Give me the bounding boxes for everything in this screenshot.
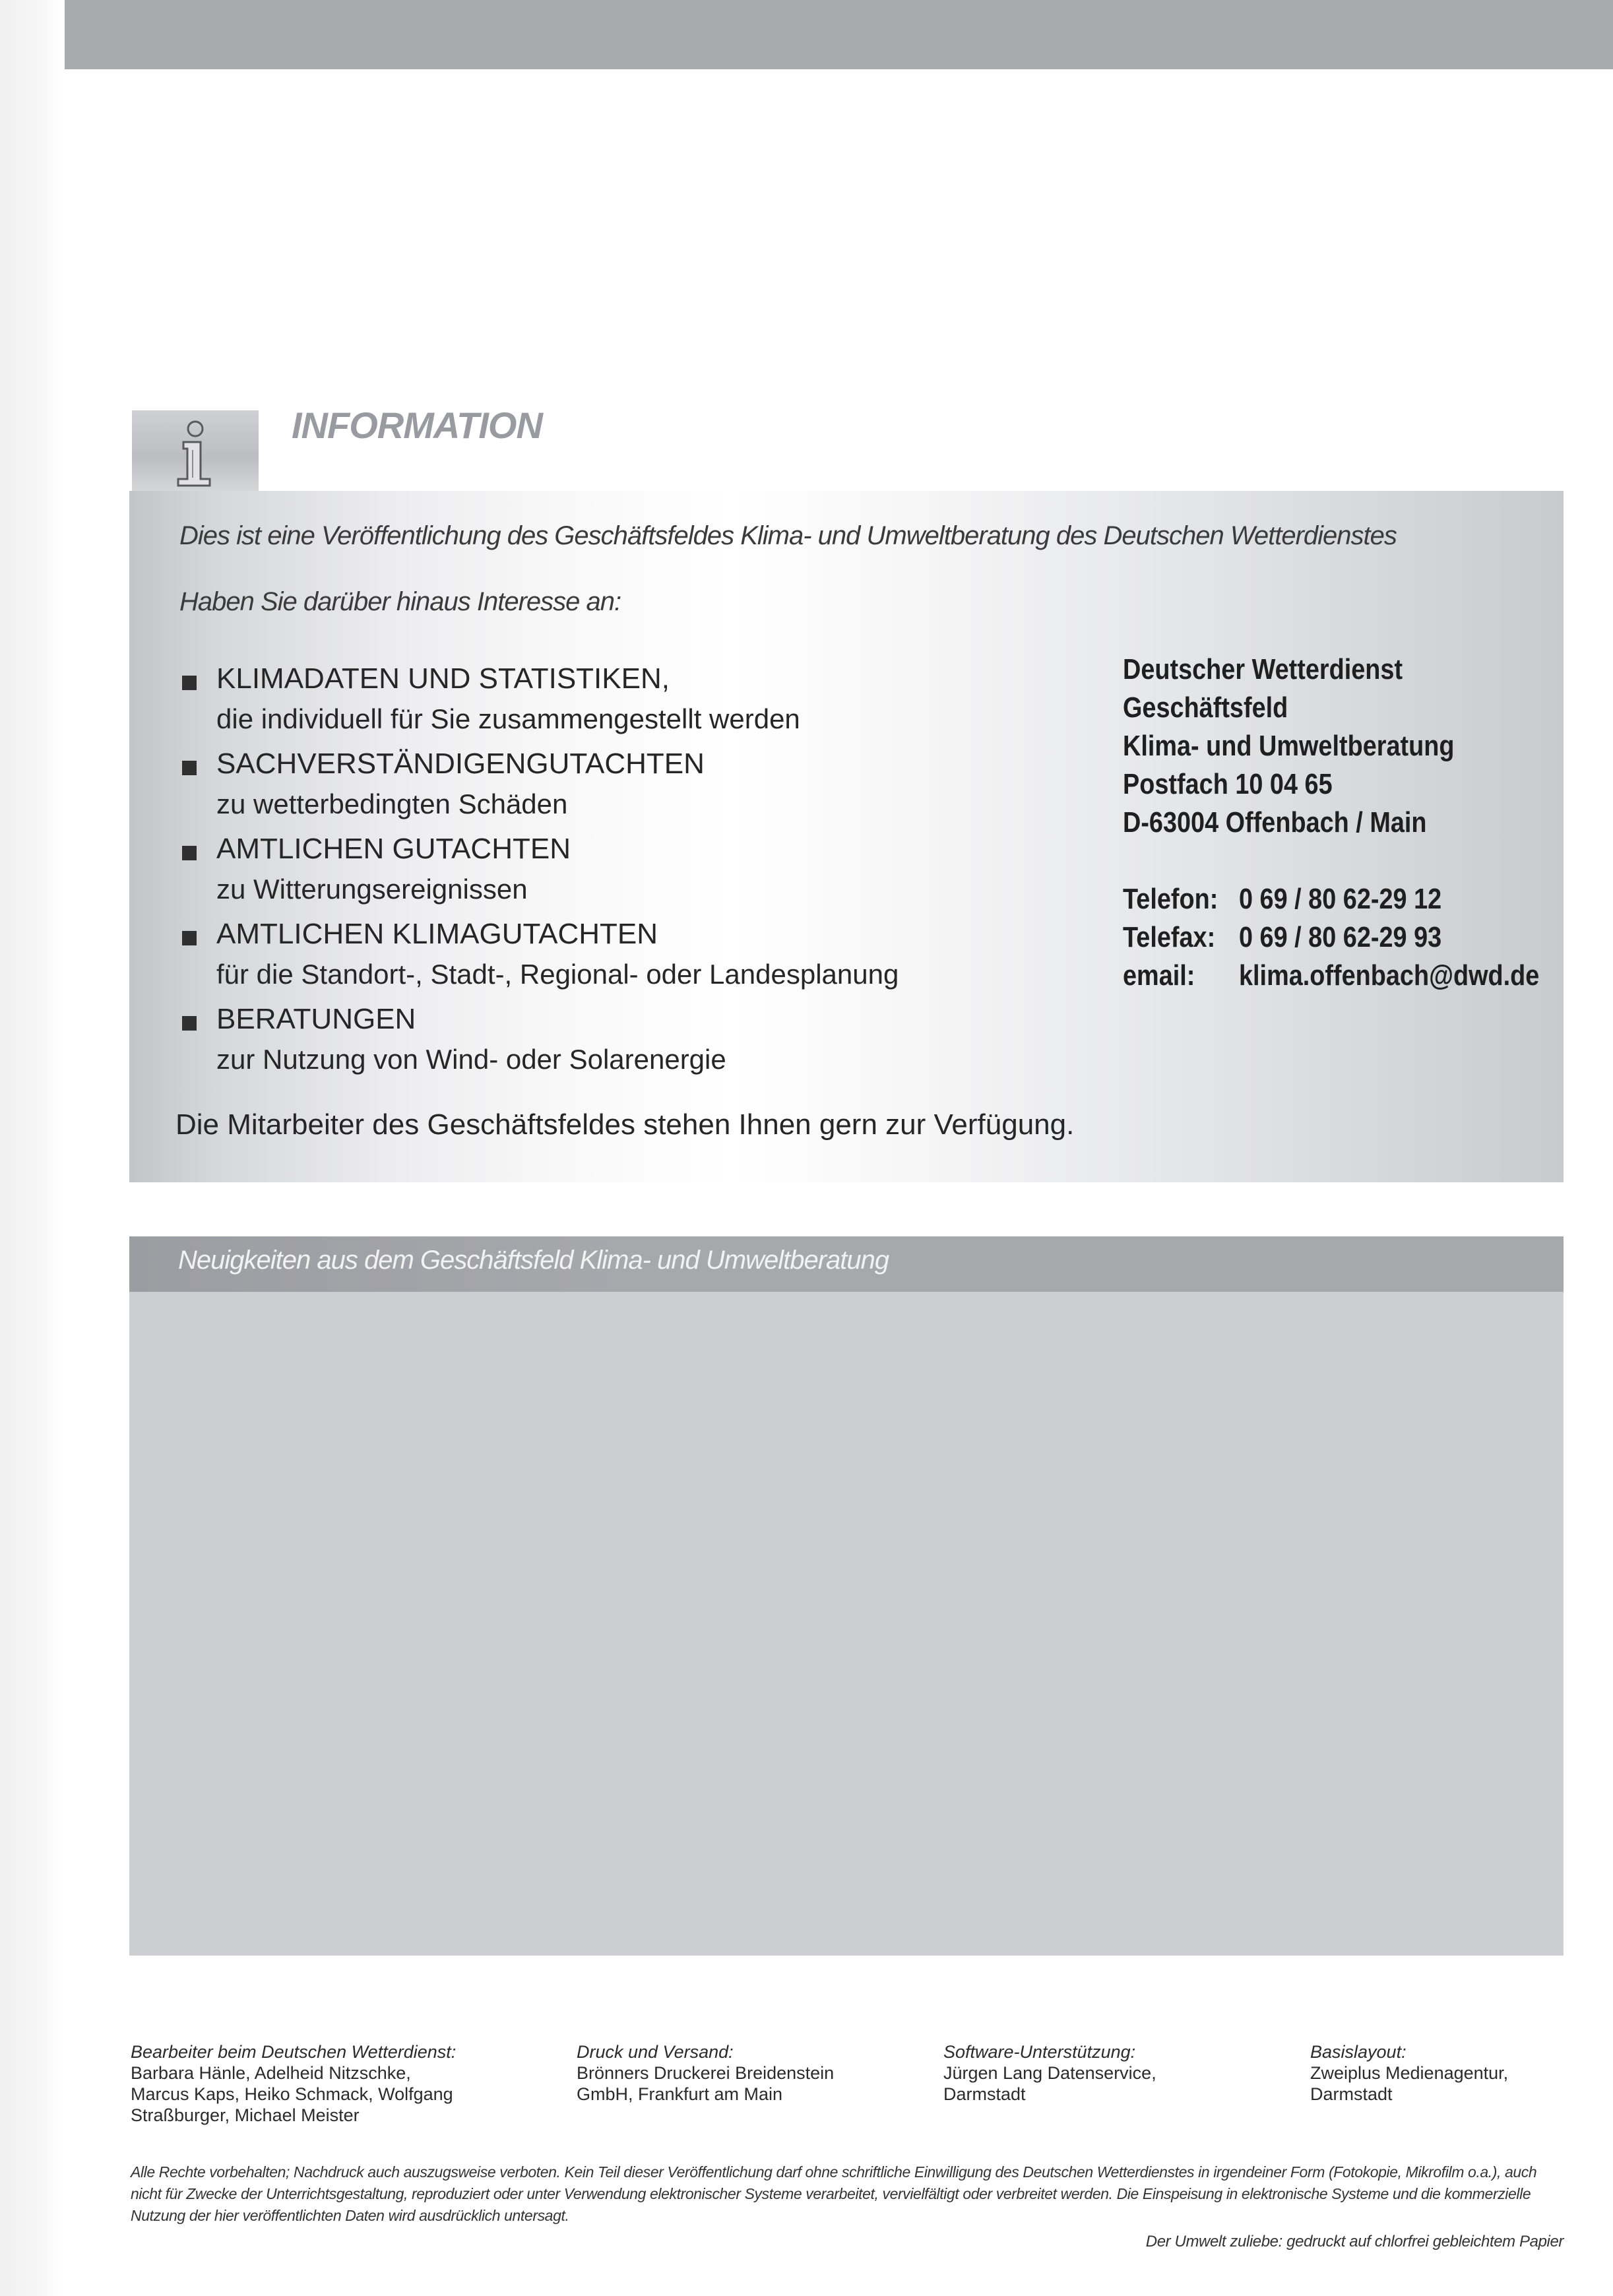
service-description: für die Standort-, Stadt-, Regional- oder Landesplanung xyxy=(216,959,899,990)
contact-division: Geschäftsfeld xyxy=(1123,691,1288,724)
credit-layout xyxy=(1310,2041,1508,2105)
service-title: SACHVERSTÄNDIGENGUTACHTEN xyxy=(216,748,705,780)
contact-email-row xyxy=(1123,957,1540,995)
info-icon xyxy=(132,410,259,495)
credit-heading: Druck und Versand: xyxy=(577,2042,734,2062)
credit-editors xyxy=(131,2041,456,2126)
square-bullet-icon xyxy=(182,761,197,775)
square-bullet-icon xyxy=(182,1016,197,1031)
service-description: die individuell für Sie zusammengestellt werden xyxy=(216,703,800,734)
service-title: AMTLICHEN KLIMAGUTACHTEN xyxy=(216,918,658,950)
fax-label: Telefax: xyxy=(1123,921,1216,953)
copyright-notice: Alle Rechte vorbehalten; Nachdruck auch auszugsweise verboten. Kein Teil dieser Veröffentlichung darf ohne schriftliche Einwilligung des Deutschen Wetterdienstes in irgendeiner Form (Fotokopie, Mikrofilm o.a.), auch nicht für Zwecke der Unterrichtsgestaltung, reproduziert oder unter Verwendung elektronischer Systeme verarbeitet, vervielfältigt oder verbreitet werden. Die Einspeisung in elektronische Systeme und die kommerzielle Nutzung der hier veröffentlichten Daten wird ausdrücklich untersagt. xyxy=(131,2163,1537,2224)
contact-block xyxy=(1123,651,1540,995)
eco-note: Der Umwelt zuliebe: gedruckt auf chlorfrei gebleichtem Papier xyxy=(1145,2233,1564,2250)
info-title: INFORMATION xyxy=(292,404,542,446)
square-bullet-icon xyxy=(182,846,197,860)
service-description: zu Witterungsereignissen xyxy=(216,874,528,905)
service-title: BERATUNGEN xyxy=(216,1003,416,1035)
contact-city: D-63004 Offenbach / Main xyxy=(1123,806,1427,839)
credit-text: Jürgen Lang Datenservice, Darmstadt xyxy=(943,2063,1156,2104)
news-content-area xyxy=(129,1292,1564,1956)
square-bullet-icon xyxy=(182,931,197,945)
email-address: klima.offenbach@dwd.de xyxy=(1239,959,1540,992)
credit-text: Barbara Hänle, Adelheid Nitzschke, Marcus Kaps, Heiko Schmack, Wolfgang Straßburger, Michael Meister xyxy=(131,2063,453,2125)
news-title: Neuigkeiten aus dem Geschäftsfeld Klima- und Umweltberatung xyxy=(178,1246,889,1275)
services-list xyxy=(179,662,1103,1088)
phone-label: Telefon: xyxy=(1123,883,1218,915)
news-header xyxy=(129,1236,1564,1292)
left-margin-strip xyxy=(0,0,63,2296)
list-item xyxy=(179,833,1103,918)
contact-unit: Klima- und Umweltberatung xyxy=(1123,730,1455,762)
phone-number: 0 69 / 80 62-29 12 xyxy=(1239,883,1442,915)
credit-print xyxy=(577,2041,834,2105)
list-item xyxy=(179,1003,1103,1088)
contact-phone-row xyxy=(1123,880,1508,918)
list-item xyxy=(179,918,1103,1003)
email-label: email: xyxy=(1123,959,1195,992)
service-title: KLIMADATEN UND STATISTIKEN, xyxy=(216,662,670,695)
interest-prompt: Haben Sie darüber hinaus Interesse an: xyxy=(179,587,621,616)
top-header-bar xyxy=(65,0,1613,69)
service-description: zu wetterbedingten Schäden xyxy=(216,788,568,819)
intro-text: Dies ist eine Veröffentlichung des Geschäftsfeldes Klima- und Umweltberatung des Deutschen Wetterdienstes xyxy=(179,521,1397,550)
credit-software xyxy=(943,2041,1156,2105)
contact-postbox: Postfach 10 04 65 xyxy=(1123,768,1333,800)
list-item xyxy=(179,748,1103,833)
credit-heading: Bearbeiter beim Deutschen Wetterdienst: xyxy=(131,2042,457,2062)
credits-section xyxy=(131,2041,1564,2134)
contact-org: Deutscher Wetterdienst xyxy=(1123,653,1403,686)
contact-fax-row xyxy=(1123,918,1508,957)
fax-number: 0 69 / 80 62-29 93 xyxy=(1239,921,1442,953)
credit-text: Brönners Druckerei Breidenstein GmbH, Frankfurt am Main xyxy=(577,2063,835,2104)
credit-text: Zweiplus Medienagentur, Darmstadt xyxy=(1310,2063,1509,2104)
square-bullet-icon xyxy=(182,676,197,690)
service-description: zur Nutzung von Wind- oder Solarenergie xyxy=(216,1044,726,1075)
service-title: AMTLICHEN GUTACHTEN xyxy=(216,833,571,865)
list-item xyxy=(179,662,1103,748)
credit-heading: Software-Unterstützung: xyxy=(943,2042,1136,2062)
credit-heading: Basislayout: xyxy=(1310,2042,1407,2062)
closing-text: Die Mitarbeiter des Geschäftsfeldes stehen Ihnen gern zur Verfügung. xyxy=(175,1108,1075,1141)
